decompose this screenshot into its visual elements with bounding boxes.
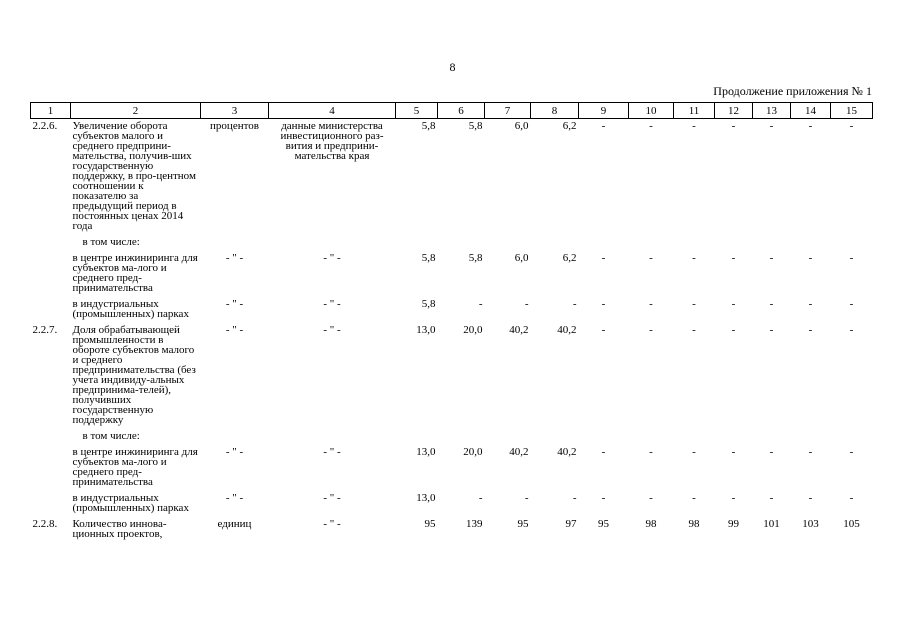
value-cell [438, 429, 485, 445]
header-cell: 3 [201, 103, 269, 119]
value-cell: - [849, 446, 854, 458]
row-code [31, 251, 71, 297]
value-cell: - [769, 446, 774, 458]
row-code: 2.2.6. [32, 120, 58, 132]
table-row [31, 323, 873, 429]
value-cell [831, 235, 873, 251]
value-cell: - [769, 120, 774, 132]
value-cell: - [692, 446, 696, 458]
value-cell: 95 [424, 518, 436, 530]
value-cell [629, 429, 674, 445]
value-cell: 6,0 [514, 252, 529, 264]
value-cell [791, 235, 831, 251]
header-cell: 14 [791, 103, 831, 119]
value-cell: 101 [763, 518, 780, 530]
value-cell: 20,0 [463, 324, 483, 336]
value-cell: - [692, 324, 696, 336]
header-cell: 12 [715, 103, 753, 119]
value-cell: 5,8 [468, 120, 483, 132]
value-cell: - [601, 120, 606, 132]
source-cell: - " - [323, 492, 341, 504]
value-cell: - [649, 252, 653, 264]
value-cell: 13,0 [416, 324, 436, 336]
row-code: 2.2.7. [32, 324, 58, 336]
indicator-name: в индустриальных (промышленных) парках [72, 298, 189, 320]
unit-cell [201, 429, 269, 445]
value-cell [396, 429, 438, 445]
value-cell [438, 235, 485, 251]
value-cell: - [808, 492, 813, 504]
value-cell: 98 [688, 518, 700, 530]
value-cell: - [769, 298, 774, 310]
header-row [31, 103, 873, 119]
value-cell: - [572, 298, 577, 310]
value-cell: - [769, 324, 774, 336]
header-cell: 13 [753, 103, 791, 119]
value-cell: 97 [565, 518, 577, 530]
source-cell: - " - [323, 252, 341, 264]
table-row [31, 491, 873, 517]
table-row [31, 235, 873, 251]
value-cell: - [808, 298, 813, 310]
value-cell [753, 235, 791, 251]
value-cell: 95 [517, 518, 529, 530]
header-cell: 10 [629, 103, 674, 119]
value-cell: 5,8 [421, 252, 436, 264]
header-cell: 1 [31, 103, 71, 119]
header-cell: 15 [831, 103, 873, 119]
value-cell: - [769, 252, 774, 264]
page-number: 8 [449, 60, 456, 74]
table-row [31, 251, 873, 297]
indicator-name: Доля обрабатывающей промышленности в обороте субъектов малого и среднего предпринимательства (без учета индивиду-альных предпринима-телей), получивших государственную поддержку [72, 324, 196, 426]
indicator-name: в центре инжиниринга для субъектов ма-лого и среднего пред-принимательства [72, 252, 198, 294]
header-cell: 5 [396, 103, 438, 119]
unit-cell: процентов [210, 120, 259, 132]
value-cell: - [478, 298, 483, 310]
value-cell [674, 235, 715, 251]
unit-cell: - " - [225, 492, 244, 504]
value-cell: 5,8 [421, 298, 436, 310]
value-cell: 13,0 [416, 492, 436, 504]
value-cell [485, 235, 531, 251]
value-cell: - [692, 252, 696, 264]
value-cell: - [731, 492, 736, 504]
indicator-name: в центре инжиниринга для субъектов ма-лого и среднего пред-принимательства [72, 446, 198, 488]
value-cell: 6,2 [562, 252, 577, 264]
value-cell: 95 [598, 518, 609, 530]
value-cell: - [692, 298, 696, 310]
source-cell: - " - [323, 446, 341, 458]
value-cell: - [601, 252, 606, 264]
value-cell: 5,8 [468, 252, 483, 264]
value-cell: - [692, 492, 696, 504]
unit-cell: - " - [225, 446, 244, 458]
source-cell: - " - [323, 518, 341, 530]
value-cell: - [524, 492, 529, 504]
value-cell: - [478, 492, 483, 504]
value-cell [715, 235, 753, 251]
value-cell: - [808, 252, 813, 264]
value-cell: - [808, 324, 813, 336]
value-cell: - [849, 252, 854, 264]
value-cell: - [849, 298, 854, 310]
value-cell: - [731, 298, 736, 310]
unit-cell [201, 235, 269, 251]
value-cell: - [649, 120, 653, 132]
source-cell: данные министерства инвестиционного раз-вития и предприни-мательства края [280, 120, 384, 162]
value-cell: 40,2 [557, 446, 577, 458]
row-code [31, 491, 71, 517]
value-cell: 13,0 [416, 446, 436, 458]
value-cell [715, 429, 753, 445]
header-cell: 8 [531, 103, 579, 119]
value-cell: - [524, 298, 529, 310]
value-cell: - [849, 324, 854, 336]
value-cell: - [601, 446, 606, 458]
value-cell: 98 [645, 518, 657, 530]
value-cell: 5,8 [421, 120, 436, 132]
row-code [31, 429, 71, 445]
table-row [31, 119, 873, 236]
value-cell: 99 [728, 518, 739, 530]
value-cell: - [731, 324, 736, 336]
table-row [31, 429, 873, 445]
value-cell: 40,2 [509, 324, 529, 336]
header-cell: 7 [485, 103, 531, 119]
row-code [31, 445, 71, 491]
table-row [31, 297, 873, 323]
value-cell: - [808, 120, 813, 132]
value-cell: - [649, 492, 653, 504]
source-cell [269, 429, 396, 445]
value-cell [485, 429, 531, 445]
row-code: 2.2.8. [32, 518, 58, 530]
value-cell [791, 429, 831, 445]
value-cell: - [849, 492, 854, 504]
appendix-table [30, 102, 873, 543]
unit-cell: - " - [225, 252, 244, 264]
source-cell: - " - [323, 324, 341, 336]
row-code [31, 297, 71, 323]
table-row [31, 517, 873, 543]
value-cell: - [731, 120, 736, 132]
continuation-note: Продолжение приложения № 1 [713, 84, 872, 98]
value-cell: - [808, 446, 813, 458]
value-cell: - [731, 252, 736, 264]
header-cell: 4 [269, 103, 396, 119]
value-cell: 6,0 [514, 120, 529, 132]
value-cell [831, 429, 873, 445]
value-cell: 139 [466, 518, 483, 530]
value-cell [531, 235, 579, 251]
header-cell: 6 [438, 103, 485, 119]
value-cell: - [601, 298, 606, 310]
unit-cell: единиц [217, 518, 252, 530]
source-cell: - " - [323, 298, 341, 310]
header-cell: 11 [674, 103, 715, 119]
value-cell: 40,2 [557, 324, 577, 336]
indicator-name: в том числе: [82, 430, 140, 442]
value-cell [579, 429, 629, 445]
value-cell [531, 429, 579, 445]
value-cell: 20,0 [463, 446, 483, 458]
unit-cell: - " - [225, 324, 244, 336]
value-cell: - [849, 120, 854, 132]
indicator-name: в индустриальных (промышленных) парках [72, 492, 189, 514]
unit-cell: - " - [225, 298, 244, 310]
indicator-name: в том числе: [82, 236, 140, 248]
value-cell: - [649, 446, 653, 458]
value-cell [753, 429, 791, 445]
source-cell [269, 235, 396, 251]
value-cell [396, 235, 438, 251]
value-cell: - [769, 492, 774, 504]
value-cell: 40,2 [509, 446, 529, 458]
value-cell: - [601, 492, 606, 504]
value-cell: - [572, 492, 577, 504]
header-cell: 2 [71, 103, 201, 119]
table-row [31, 445, 873, 491]
indicator-name: Увеличение оборота субъектов малого и среднего предприни-мательства, получив-ших государственную поддержку, в про-центном соотношении к показателю за предыдущий период в постоянных ценах 2014 года [72, 120, 196, 232]
value-cell [629, 235, 674, 251]
value-cell [579, 235, 629, 251]
value-cell: - [731, 446, 736, 458]
value-cell: 103 [802, 518, 819, 530]
indicator-name: Количество иннова-ционных проектов, [72, 518, 167, 540]
row-code [31, 235, 71, 251]
value-cell: - [601, 324, 606, 336]
value-cell: 105 [843, 518, 860, 530]
value-cell: - [692, 120, 696, 132]
value-cell: - [649, 298, 653, 310]
value-cell: - [649, 324, 653, 336]
header-cell: 9 [579, 103, 629, 119]
value-cell [674, 429, 715, 445]
value-cell: 6,2 [562, 120, 577, 132]
